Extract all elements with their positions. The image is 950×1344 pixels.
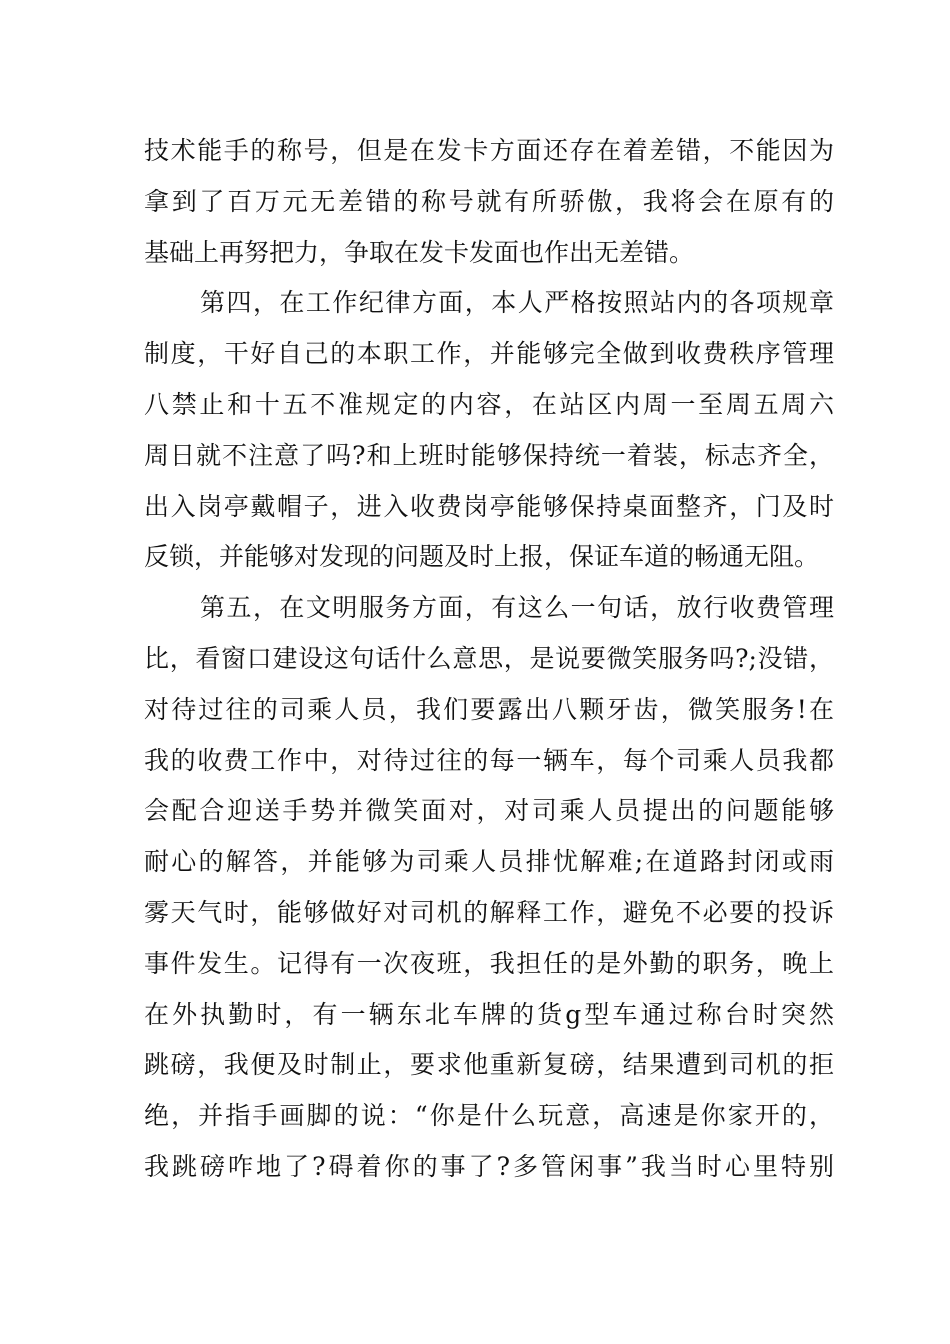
- text-line: 出入岗亭戴帽子，进入收费岗亭能够保持桌面整齐，门及时: [144, 491, 834, 521]
- text-line: 我跳磅咋地了?碍着你的事了?多管闲事”我当时心里特别: [144, 1151, 834, 1181]
- text-line: 反锁，并能够对发现的问题及时上报，保证车道的畅通无阻。: [144, 542, 820, 572]
- text-line: 雾天气时，能够做好对司机的解释工作，避免不必要的投诉: [144, 897, 834, 927]
- text-line: 拿到了百万元无差错的称号就有所骄傲，我将会在原有的: [144, 186, 834, 216]
- text-line: 八禁止和十五不准规定的内容，在站区内周一至周五周六: [144, 389, 834, 419]
- text-line: 绝，并指手画脚的说：“你是什么玩意，高速是你家开的，: [144, 1101, 834, 1131]
- text-line: 跳磅，我便及时制止，要求他重新复磅，结果遭到司机的拒: [144, 1050, 834, 1080]
- text-line: 事件发生。记得有一次夜班，我担任的是外勤的职务，晚上: [144, 948, 834, 978]
- text-line: 对待过往的司乘人员，我们要露出八颗牙齿，微笑服务!在: [144, 694, 834, 724]
- text-line: 会配合迎送手势并微笑面对，对司乘人员提出的问题能够: [144, 796, 834, 826]
- paragraph-start-line: 第四，在工作纪律方面，本人严格按照站内的各项规章: [200, 288, 834, 318]
- text-line: 周日就不注意了吗?和上班时能够保持统一着装，标志齐全，: [144, 440, 834, 470]
- text-line: 比，看窗口建设这句话什么意思，是说要微笑服务吗?;没错，: [144, 643, 834, 673]
- text-line: 制度，干好自己的本职工作，并能够完全做到收费秩序管理: [144, 339, 834, 369]
- text-line: 技术能手的称号，但是在发卡方面还存在着差错，不能因为: [144, 136, 834, 165]
- text-line: 耐心的解答，并能够为司乘人员排忧解难;在道路封闭或雨: [144, 847, 834, 877]
- text-line: 在外执勤时，有一辆东北车牌的货g型车通过称台时突然: [144, 999, 834, 1029]
- body-text: [144, 126, 834, 1193]
- text-line: 基础上再努把力，争取在发卡发面也作出无差错。: [144, 237, 695, 267]
- text-line: 我的收费工作中，对待过往的每一辆车，每个司乘人员我都: [144, 745, 834, 775]
- paragraph-start-line: 第五，在文明服务方面，有这么一句话，放行收费管理: [200, 593, 834, 623]
